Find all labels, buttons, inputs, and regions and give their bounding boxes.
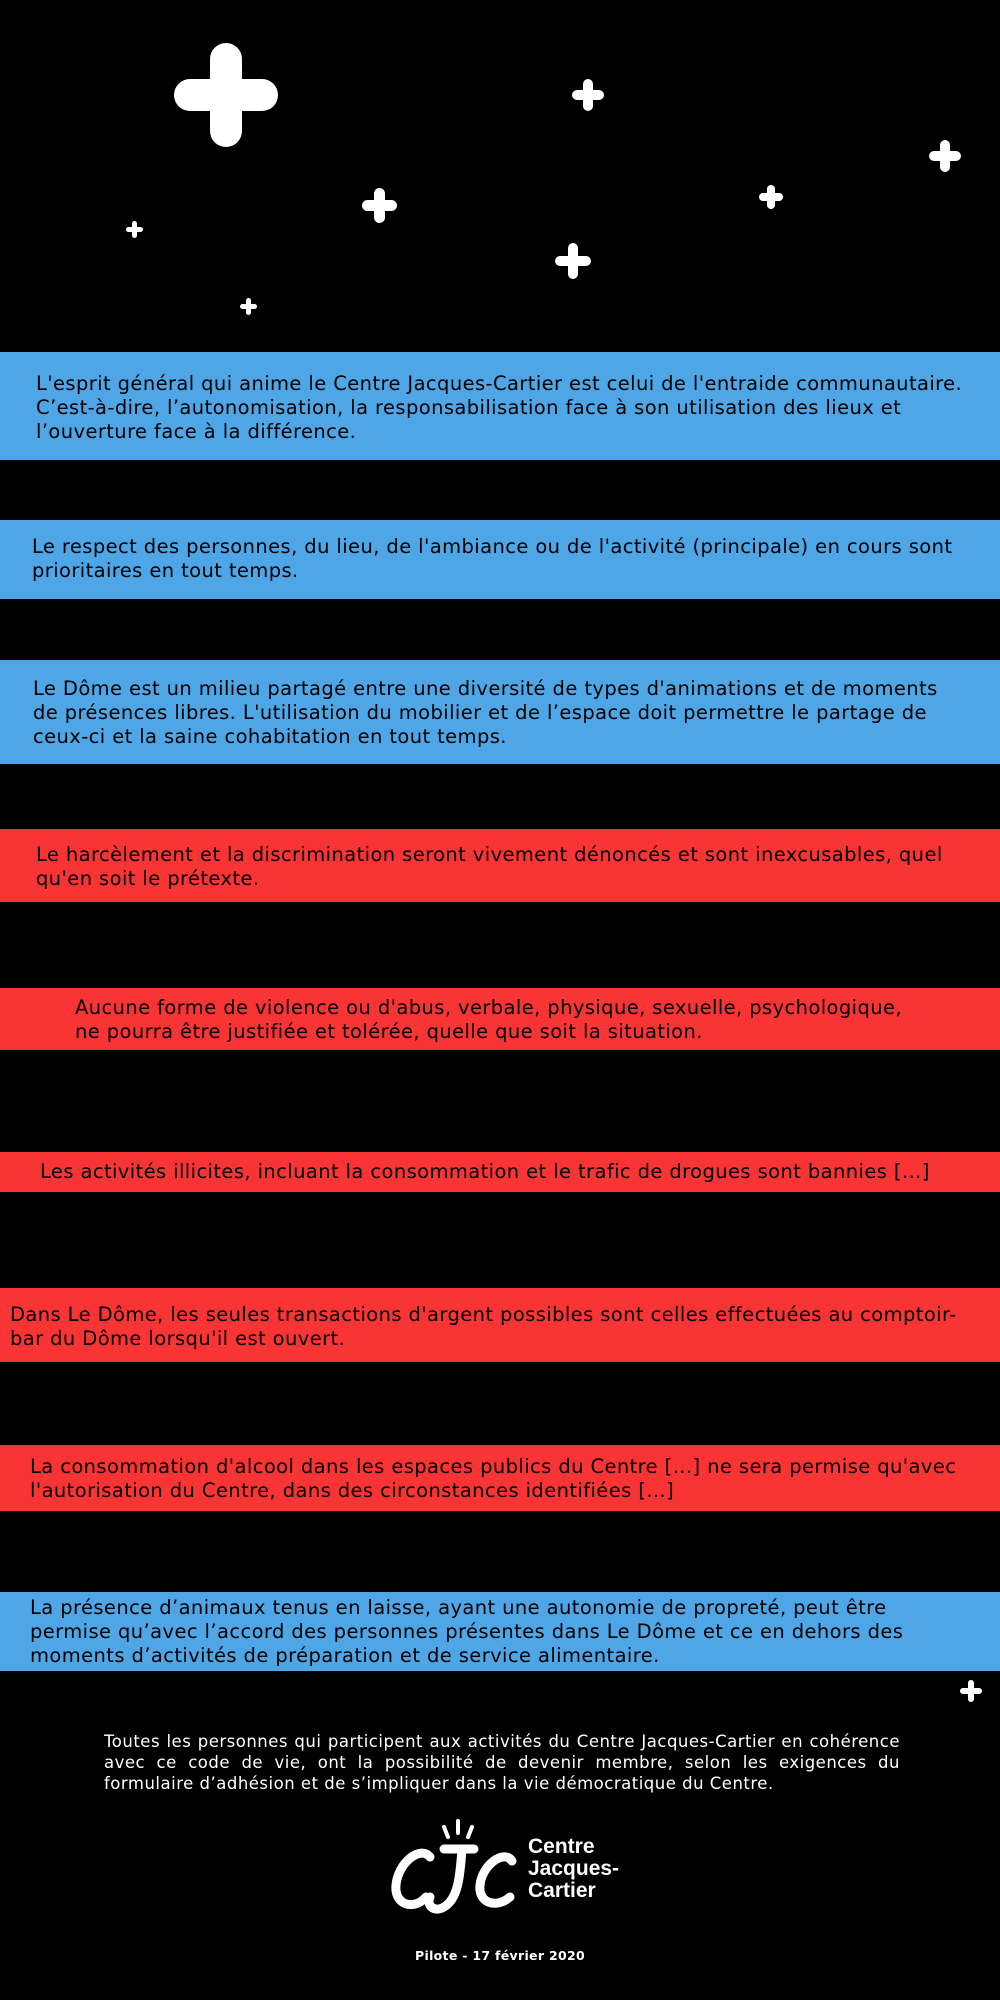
plus-sparkle-icon — [929, 140, 961, 172]
rule-band — [0, 1445, 1000, 1511]
rule-text: Les activités illicites, incluant la consommation et le trafic de drogues sont bannies […] — [40, 1160, 930, 1183]
version-date: Pilote - 17 février 2020 — [415, 1948, 585, 1963]
plus-sparkle-icon — [572, 79, 604, 111]
rule-band — [0, 520, 1000, 599]
plus-sparkle-icon — [174, 43, 278, 147]
plus-sparkle-icon — [126, 221, 143, 238]
rule-band — [0, 1152, 1000, 1192]
plus-sparkle-icon — [555, 243, 591, 279]
rule-band — [0, 1288, 1000, 1362]
logo-word-line: Jacques- — [528, 1857, 620, 1880]
plus-sparkle-icon — [759, 185, 783, 209]
membership-note: Toutes les personnes qui participent aux activités du Centre Jacques-Cartier en cohérence avec ce code de vie, ont la possibilité de devenir membre, selon les exigences du formulaire d’adhésion et de s’impliquer dans la vie démocratique du Centre. — [104, 1732, 900, 1793]
rule-band — [0, 1592, 1000, 1671]
plus-sparkle-icon — [362, 188, 397, 223]
rule-text: Le Dôme est un milieu partagé entre une diversité de types d'animations et de moments de présences libres. L'utilisation du mobilier et de l’espace doit permettre le partage de ceux-ci et la saine cohabitation en tout temps. — [33, 677, 938, 748]
rule-text: Dans Le Dôme, les seules transactions d'argent possibles sont celles effectuées au comptoir-bar du Dôme lorsqu'il est ouvert. — [10, 1303, 957, 1350]
rule-text: Le harcèlement et la discrimination seront vivement dénoncés et sont inexcusables, quel qu'en soit le prétexte. — [36, 843, 943, 890]
rule-band — [0, 352, 1000, 460]
rule-band — [0, 829, 1000, 902]
rule-text: Aucune forme de violence ou d'abus, verbale, physique, sexuelle, psychologique, ne pourra être justifiée et tolérée, quelle que soit la situation. — [75, 996, 902, 1043]
rule-band — [0, 660, 1000, 764]
logo-wordmark — [528, 1836, 619, 1902]
rule-text: L'esprit général qui anime le Centre Jacques-Cartier est celui de l'entraide communautaire. C’est-à-dire, l’autonomisation, la responsabilisation face à son utilisation des lieux et l’ouverture face à la différence. — [36, 372, 963, 443]
logo-word-line: Centre — [528, 1835, 595, 1858]
logo-word-line: Cartier — [528, 1879, 596, 1902]
rule-band — [0, 988, 1000, 1050]
rule-text: La présence d’animaux tenus en laisse, ayant une autonomie de propreté, peut être permise qu’avec l’accord des personnes présentes dans Le Dôme et ce en dehors des moments d’activités de préparation et de service alimentaire. — [30, 1596, 904, 1667]
plus-sparkle-icon — [960, 1680, 982, 1702]
rule-text: Le respect des personnes, du lieu, de l'ambiance ou de l'activité (principale) en cours sont prioritaires en tout temps. — [32, 535, 953, 582]
plus-sparkle-icon — [240, 298, 257, 315]
cjc-logo-monogram — [386, 1815, 522, 1919]
rule-text: La consommation d'alcool dans les espaces publics du Centre […] ne sera permise qu'avec l'autorisation du Centre, dans des circonstances identifiées […] — [30, 1455, 957, 1502]
